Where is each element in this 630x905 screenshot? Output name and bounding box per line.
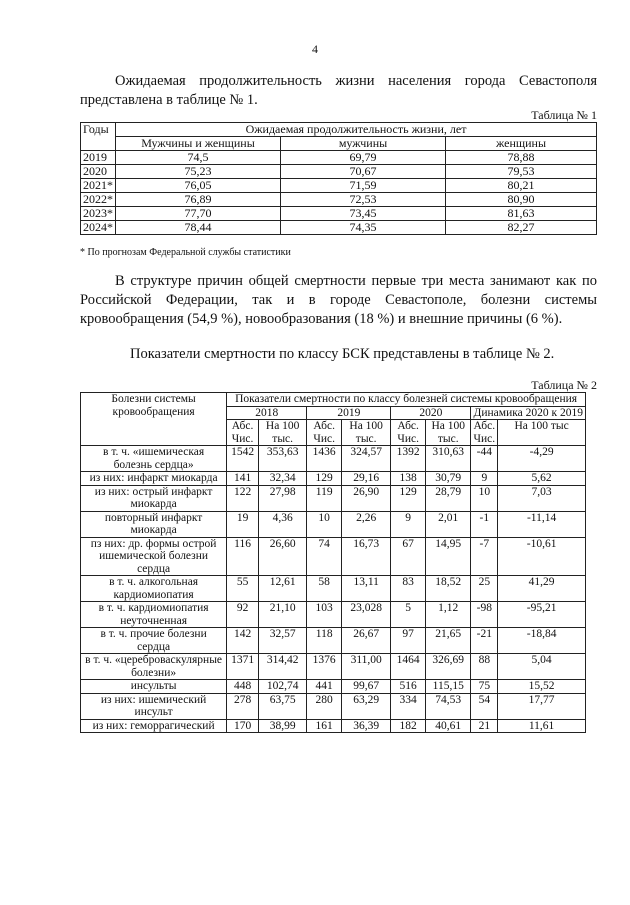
table1-year-cell: 2020 xyxy=(81,165,116,179)
table2-per-dyn: На 100 тыс xyxy=(498,420,586,446)
table2-value-cell: 18,52 xyxy=(425,576,471,602)
table2-row xyxy=(81,537,586,576)
table1-main-header: Ожидаемая продолжительность жизни, лет xyxy=(116,123,597,137)
table2-value-cell: 26,90 xyxy=(342,485,391,511)
table2-value-cell: 74 xyxy=(307,537,342,576)
table2-value-cell: 4,36 xyxy=(258,511,306,537)
table1-row xyxy=(81,207,597,221)
table2-value-cell: -1 xyxy=(471,511,498,537)
table2-value-cell: -21 xyxy=(471,628,498,654)
table2-value-cell: 10 xyxy=(471,485,498,511)
table2-value-cell: 10 xyxy=(307,511,342,537)
table2-value-cell: 1371 xyxy=(227,654,259,680)
table2-value-cell: 32,57 xyxy=(258,628,306,654)
table2-value-cell: 116 xyxy=(227,537,259,576)
table1-year-cell: 2022* xyxy=(81,193,116,207)
table2-disease-cell: инсульты xyxy=(81,680,227,694)
table2-value-cell: 142 xyxy=(227,628,259,654)
table1-women-cell: 79,53 xyxy=(446,165,597,179)
table2-year-2018: 2018 xyxy=(227,406,307,420)
table1-row xyxy=(81,165,597,179)
table2-value-cell: 63,29 xyxy=(342,693,391,719)
table2-row xyxy=(81,654,586,680)
table2-per-2020: На 100 тыс. xyxy=(425,420,471,446)
table1-women-cell: 80,21 xyxy=(446,179,597,193)
table2-main-header: Показатели смертности по классу болезней системы кровообращения xyxy=(227,393,586,407)
table2-value-cell: 21 xyxy=(471,719,498,733)
table2-value-cell: -4,29 xyxy=(498,446,586,472)
table2-value-cell: 15,52 xyxy=(498,680,586,694)
table2-value-cell: 353,63 xyxy=(258,446,306,472)
table1-year-cell: 2019 xyxy=(81,151,116,165)
table2-body xyxy=(81,446,586,733)
table1-year-cell: 2021* xyxy=(81,179,116,193)
table1-women-cell: 80,90 xyxy=(446,193,597,207)
table2-value-cell: -18,84 xyxy=(498,628,586,654)
table2-value-cell: -44 xyxy=(471,446,498,472)
table1-both-cell: 78,44 xyxy=(116,221,281,235)
table2-disease-cell: из них: инфаркт миокарда xyxy=(81,472,227,486)
table2-value-cell: -95,21 xyxy=(498,602,586,628)
mortality-structure-paragraph: В структуре причин общей смертности первые три места занимают как по Российской Федерации, так и в городе Севастополе, болезни системы кровообращения (54,9 %), новообразования (18 %) и внешние причины (6 %). xyxy=(80,273,597,327)
page-number: 4 xyxy=(312,42,318,56)
table2-abs-2018: Абс. Чис. xyxy=(227,420,259,446)
table1-year-cell: 2023* xyxy=(81,207,116,221)
table2-row xyxy=(81,472,586,486)
table2-value-cell: 17,77 xyxy=(498,693,586,719)
table1-both-cell: 76,89 xyxy=(116,193,281,207)
table2-value-cell: 16,73 xyxy=(342,537,391,576)
table2-disease-cell: пз них: др. формы острой ишемической болезни сердца xyxy=(81,537,227,576)
table2-value-cell: 2,01 xyxy=(425,511,471,537)
table2-per-2018: На 100 тыс. xyxy=(258,420,306,446)
table2-value-cell: 23,028 xyxy=(342,602,391,628)
table2-value-cell: 36,39 xyxy=(342,719,391,733)
table2-intro: Показатели смертности по классу БСК представлены в таблице № 2. xyxy=(130,346,555,362)
table2-value-cell: 11,61 xyxy=(498,719,586,733)
table2-value-cell: 161 xyxy=(307,719,342,733)
table2-value-cell: 334 xyxy=(391,693,426,719)
life-expectancy-table xyxy=(80,122,597,235)
table2-value-cell: -10,61 xyxy=(498,537,586,576)
table1-row xyxy=(81,221,597,235)
table2-value-cell: 5,62 xyxy=(498,472,586,486)
table2-value-cell: 138 xyxy=(391,472,426,486)
table2-value-cell: 122 xyxy=(227,485,259,511)
table2-value-cell: 141 xyxy=(227,472,259,486)
table2-value-cell: 63,75 xyxy=(258,693,306,719)
table2-value-cell: 103 xyxy=(307,602,342,628)
table2-value-cell: 40,61 xyxy=(425,719,471,733)
table2-value-cell: 67 xyxy=(391,537,426,576)
table2-value-cell: 9 xyxy=(391,511,426,537)
table2-value-cell: 38,99 xyxy=(258,719,306,733)
table2-disease-cell: в т. ч. «цереброваскулярные болезни» xyxy=(81,654,227,680)
table2-disease-cell: повторный инфаркт миокарда xyxy=(81,511,227,537)
table2-value-cell: 12,61 xyxy=(258,576,306,602)
table2-value-cell: 1542 xyxy=(227,446,259,472)
table2-row xyxy=(81,693,586,719)
table2-value-cell: 5 xyxy=(391,602,426,628)
table2-value-cell: 92 xyxy=(227,602,259,628)
table2-disease-header: Болезни системы кровообращения xyxy=(81,393,227,446)
table2-value-cell: 7,03 xyxy=(498,485,586,511)
table2-value-cell: 32,34 xyxy=(258,472,306,486)
table2-value-cell: 83 xyxy=(391,576,426,602)
table1-men-cell: 71,59 xyxy=(281,179,446,193)
intro-paragraph: Ожидаемая продолжительность жизни населения города Севастополя представлена в таблице № 1. xyxy=(80,73,597,108)
table2-row xyxy=(81,602,586,628)
table1-women-cell: 78,88 xyxy=(446,151,597,165)
table2-value-cell: 75 xyxy=(471,680,498,694)
table2-value-cell: 26,67 xyxy=(342,628,391,654)
table1-footnote: * По прогнозам Федеральной службы статистики xyxy=(80,247,291,258)
table2-value-cell: 1376 xyxy=(307,654,342,680)
table2-disease-cell: из них: острый инфаркт миокарда xyxy=(81,485,227,511)
table2-disease-cell: из них: ишемический инсульт xyxy=(81,693,227,719)
table1-year-cell: 2024* xyxy=(81,221,116,235)
table2-value-cell: 119 xyxy=(307,485,342,511)
table2-row xyxy=(81,446,586,472)
table2-value-cell: 170 xyxy=(227,719,259,733)
table2-disease-cell: в т. ч. прочие болезни сердца xyxy=(81,628,227,654)
table2-value-cell: 1436 xyxy=(307,446,342,472)
table2-per-2019: На 100 тыс. xyxy=(342,420,391,446)
table2-value-cell: 21,10 xyxy=(258,602,306,628)
table2-value-cell: 441 xyxy=(307,680,342,694)
table2-row xyxy=(81,576,586,602)
table2-value-cell: 280 xyxy=(307,693,342,719)
table2-value-cell: -11,14 xyxy=(498,511,586,537)
table2-value-cell: 2,26 xyxy=(342,511,391,537)
table2-value-cell: 41,29 xyxy=(498,576,586,602)
table2-value-cell: 310,63 xyxy=(425,446,471,472)
table1-men-cell: 73,45 xyxy=(281,207,446,221)
table2-value-cell: 448 xyxy=(227,680,259,694)
table2-disease-cell: в т. ч. кардиомиопатия неуточненная xyxy=(81,602,227,628)
table2-value-cell: 14,95 xyxy=(425,537,471,576)
table2-value-cell: 97 xyxy=(391,628,426,654)
table2-value-cell: 326,69 xyxy=(425,654,471,680)
table2-value-cell: 115,15 xyxy=(425,680,471,694)
table2-value-cell: 5,04 xyxy=(498,654,586,680)
table2-row xyxy=(81,680,586,694)
table2-value-cell: 516 xyxy=(391,680,426,694)
table2-abs-dyn: Абс. Чис. xyxy=(471,420,498,446)
table1-col-men: мужчины xyxy=(281,137,446,151)
table2-value-cell: 54 xyxy=(471,693,498,719)
table2-row xyxy=(81,485,586,511)
table2-value-cell: 25 xyxy=(471,576,498,602)
table1-women-cell: 81,63 xyxy=(446,207,597,221)
table2-disease-cell: в т. ч. алкогольная кардиомиопатия xyxy=(81,576,227,602)
table2-value-cell: 9 xyxy=(471,472,498,486)
table2-value-cell: 58 xyxy=(307,576,342,602)
table2-value-cell: 74,53 xyxy=(425,693,471,719)
table2-value-cell: 1,12 xyxy=(425,602,471,628)
table1-row xyxy=(81,193,597,207)
table1-col-women: женщины xyxy=(446,137,597,151)
table2-value-cell: 88 xyxy=(471,654,498,680)
table2-abs-2019: Абс. Чис. xyxy=(307,420,342,446)
table1-both-cell: 75,23 xyxy=(116,165,281,179)
table2-caption: Таблица № 2 xyxy=(531,378,597,392)
table2-row xyxy=(81,511,586,537)
table1-row xyxy=(81,151,597,165)
table2-value-cell: -98 xyxy=(471,602,498,628)
table1-men-cell: 72,53 xyxy=(281,193,446,207)
table1-women-cell: 82,27 xyxy=(446,221,597,235)
table2-year-2020: 2020 xyxy=(391,406,471,420)
table1-row xyxy=(81,179,597,193)
table2-row xyxy=(81,719,586,733)
table1-men-cell: 74,35 xyxy=(281,221,446,235)
table2-year-2019: 2019 xyxy=(307,406,391,420)
table2-value-cell: 311,00 xyxy=(342,654,391,680)
table2-value-cell: 30,79 xyxy=(425,472,471,486)
table2-value-cell: 314,42 xyxy=(258,654,306,680)
table2-disease-cell: из них: геморрагический xyxy=(81,719,227,733)
table2-value-cell: 13,11 xyxy=(342,576,391,602)
table1-both-cell: 77,70 xyxy=(116,207,281,221)
table2-value-cell: -7 xyxy=(471,537,498,576)
table1-both-cell: 74,5 xyxy=(116,151,281,165)
table2-row xyxy=(81,628,586,654)
table1-men-cell: 69,79 xyxy=(281,151,446,165)
table1-year-header: Годы xyxy=(81,123,116,151)
table2-value-cell: 102,74 xyxy=(258,680,306,694)
table2-value-cell: 1392 xyxy=(391,446,426,472)
table2-value-cell: 29,16 xyxy=(342,472,391,486)
table2-value-cell: 21,65 xyxy=(425,628,471,654)
table2-abs-2020: Абс. Чис. xyxy=(391,420,426,446)
table2-disease-cell: в т. ч. «ишемическая болезнь сердца» xyxy=(81,446,227,472)
cvd-mortality-table xyxy=(80,392,586,733)
table2-value-cell: 1464 xyxy=(391,654,426,680)
table2-value-cell: 118 xyxy=(307,628,342,654)
table2-value-cell: 19 xyxy=(227,511,259,537)
table2-value-cell: 278 xyxy=(227,693,259,719)
table2-dynamics-header: Динамика 2020 к 2019 xyxy=(471,406,586,420)
table2-value-cell: 28,79 xyxy=(425,485,471,511)
table2-value-cell: 26,60 xyxy=(258,537,306,576)
table2-value-cell: 99,67 xyxy=(342,680,391,694)
table2-value-cell: 27,98 xyxy=(258,485,306,511)
table1-men-cell: 70,67 xyxy=(281,165,446,179)
table2-value-cell: 182 xyxy=(391,719,426,733)
table2-value-cell: 324,57 xyxy=(342,446,391,472)
table1-body xyxy=(81,151,597,235)
table1-col-both: Мужчины и женщины xyxy=(116,137,281,151)
table2-value-cell: 129 xyxy=(391,485,426,511)
table1-both-cell: 76,05 xyxy=(116,179,281,193)
table2-value-cell: 55 xyxy=(227,576,259,602)
table2-value-cell: 129 xyxy=(307,472,342,486)
table1-caption: Таблица № 1 xyxy=(531,108,597,122)
